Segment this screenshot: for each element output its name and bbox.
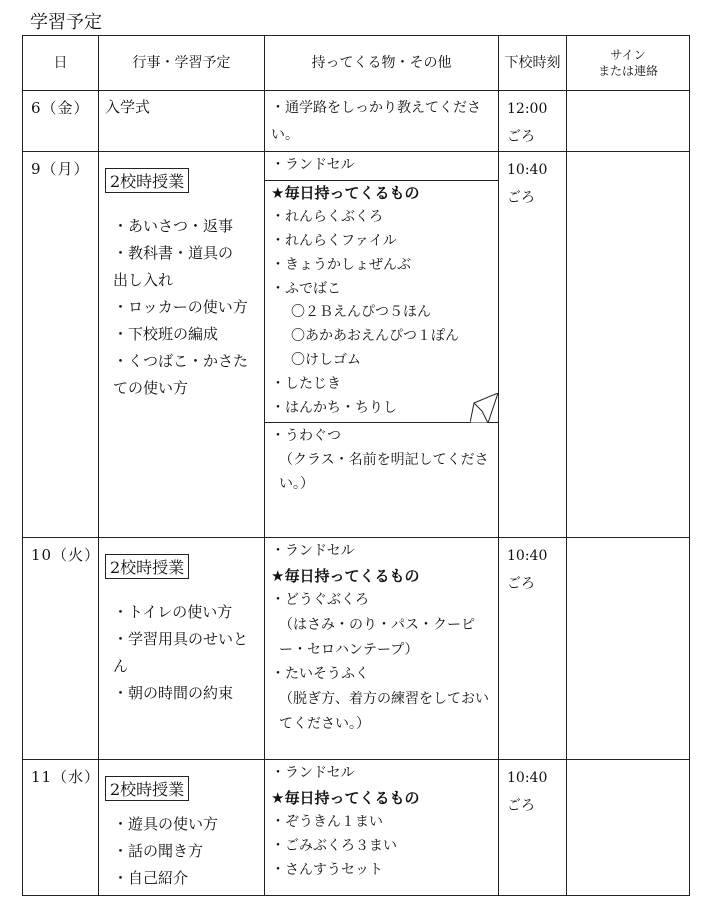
day-cell: 11（水） <box>23 760 99 896</box>
event-item: ・朝の時間の約束 <box>113 684 234 702</box>
day-cell: 10（火） <box>23 538 99 760</box>
list-item: ・さんすうセット <box>271 861 383 878</box>
sign-cell[interactable] <box>567 152 690 538</box>
event-item: ・ロッカーの使い方 <box>113 298 248 316</box>
daily-items-heading: ★毎日持ってくるもの <box>271 566 420 585</box>
page-fold-icon <box>470 393 498 423</box>
note-text: （脱ぎ方、着方の練習をしておいてください。） <box>279 691 489 733</box>
event-item: ・くつばこ・かさたての使い方 <box>113 352 249 397</box>
time-cell: 12:00 ごろ <box>499 91 567 152</box>
items-cell <box>265 760 499 896</box>
note-text: （クラス・名前を明記してください。） <box>279 452 489 493</box>
list-item: ・うわぐつ <box>271 428 341 445</box>
event-cell <box>99 152 265 538</box>
list-item: ・ランドセル <box>271 157 355 173</box>
daily-items-heading: ★毎日持ってくるもの <box>271 183 420 202</box>
event-item: ・トイレの使い方 <box>113 603 233 621</box>
event-cell <box>99 760 265 896</box>
event-item: ・自己紹介 <box>113 869 189 887</box>
table-row <box>23 91 690 152</box>
note-text: ・通学路をしっかり教えてください。 <box>271 100 481 143</box>
event-item: ・あいさつ・返事 <box>113 217 234 235</box>
table-row <box>23 760 690 896</box>
event-item: ・教科書・道具の出し入れ <box>113 244 234 289</box>
lesson-badge: 2校時授業 <box>105 554 189 579</box>
header-items: 持ってくる物・その他 <box>265 36 499 91</box>
list-item: ・きょうかしょぜんぶ <box>271 256 411 273</box>
header-row <box>23 36 690 91</box>
event-item: ・学習用具のせいとん <box>113 630 249 675</box>
day-cell: 9（月） <box>23 152 99 538</box>
list-item: 〇２Ｂえんぴつ５ほん <box>291 304 431 321</box>
note-text: （はさみ・のり・パス・クーピー・セロハンテープ） <box>279 617 475 659</box>
table-row <box>23 538 690 760</box>
daily-items-heading: ★毎日持ってくるもの <box>271 788 420 807</box>
header-day: 日 <box>23 36 99 91</box>
time-cell: 10:40 ごろ <box>499 152 567 538</box>
list-item: ・ランドセル <box>271 765 355 781</box>
time-cell: 10:40 ごろ <box>499 760 567 896</box>
lesson-badge: 2校時授業 <box>105 776 189 801</box>
list-item: ・したじき <box>271 375 341 392</box>
list-item: ・どうぐぶくろ <box>271 592 369 609</box>
event-item: 入学式 <box>105 98 151 116</box>
header-events: 行事・学習予定 <box>99 36 265 91</box>
header-sign: サイン または連絡 <box>567 36 690 91</box>
list-item: ・ごみぶくろ３まい <box>271 838 397 855</box>
list-item: ・たいそうふく <box>271 666 369 683</box>
lesson-badge: 2校時授業 <box>105 168 189 193</box>
sign-cell[interactable] <box>567 538 690 760</box>
time-cell: 10:40 ごろ <box>499 538 567 760</box>
event-item: ・遊具の使い方 <box>113 815 219 833</box>
list-item: ・れんらくぶくろ <box>271 209 383 226</box>
event-item: ・話の聞き方 <box>113 842 204 860</box>
items-cell <box>265 538 499 760</box>
schedule-table <box>22 35 690 896</box>
sign-cell[interactable] <box>567 91 690 152</box>
page-title: 学習予定 <box>30 12 102 33</box>
event-cell <box>99 538 265 760</box>
daily-items-box <box>265 180 498 424</box>
items-cell <box>265 152 499 538</box>
table-row <box>23 152 690 538</box>
header-dismissal-time: 下校時刻 <box>499 36 567 91</box>
list-item: ・ランドセル <box>271 543 355 559</box>
list-item: 〇あかあおえんぴつ１ぽん <box>291 328 459 345</box>
event-item: ・下校班の編成 <box>113 325 219 343</box>
list-item: ・れんらくファイル <box>271 233 397 250</box>
sign-cell[interactable] <box>567 760 690 896</box>
day-cell: 6（金） <box>23 91 99 152</box>
list-item: 〇けしゴム <box>291 352 361 369</box>
event-cell <box>99 91 265 152</box>
items-cell <box>265 91 499 152</box>
list-item: ・ぞうきん１まい <box>271 814 383 831</box>
list-item: ・ふでばこ <box>271 280 341 297</box>
list-item: ・はんかち・ちりし <box>271 399 397 416</box>
